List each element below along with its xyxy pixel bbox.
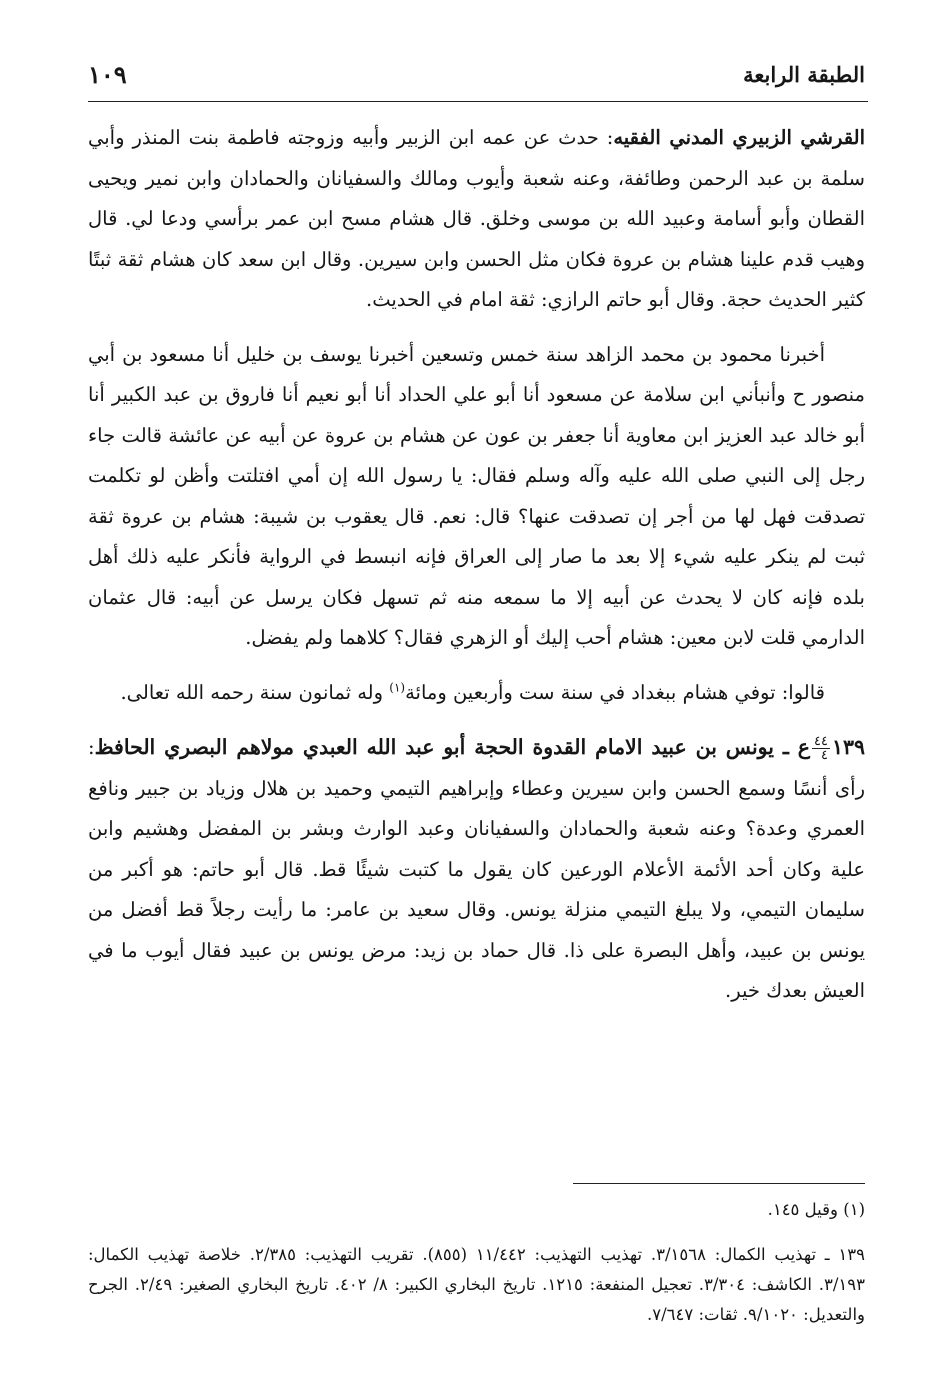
entry-fraction	[812, 735, 830, 762]
footnote-separator	[573, 1183, 865, 1184]
entry-yunus	[88, 727, 865, 1012]
fraction-numerator: ٤٤	[813, 734, 828, 749]
running-header	[88, 60, 865, 96]
header-rule	[88, 101, 868, 102]
fraction-denominator: ٤	[820, 748, 828, 763]
hadith-text: أخبرنا محمود بن محمد الزاهد سنة خمس وتسعين أخبرنا يوسف بن خليل أنا مسعود بن أبي منصور ح وأنبأني ابن سلامة عن مسعود أنا أبو علي الحداد أنا أبو نعيم أنا فاروق بن عبد الكبير أنا أبو خالد عبد العزيز ابن معاوية أنا جعفر بن عون عن هشام بن عروة عن أبيه عن عائشة قالت جاء رجل إلى النبي صلى الله عليه وآله وسلم فقال: يا رسول الله إن أمي افتلتت وأظن لو تكلمت تصدقت فهل لها من أجر إن تصدقت عنها؟ قال: نعم. قال يعقوب بن شيبة: هشام بن عروة ثقة ثبت لم ينكر عليه شيء إلا بعد ما صار إلى العراق فإنه انبسط في الرواية فأنكر عليه ذلك أهل بلده فإنه كان لا يحدث عن أبيه إلا ما سمعه منه ثم تسهل فكان يرسل عن أبيه: قال عثمان الدارمي قلت لابن معين: هشام أحب إليك أو الزهري فقال؟ كلاهما ولم يفضل.	[88, 342, 865, 649]
footnote-1: (١) وقيل ١٤٥.	[767, 1200, 865, 1219]
paragraph-hisham-bio	[88, 118, 865, 321]
main-text	[88, 118, 865, 1012]
bio-bold-lead: القرشي الزبيري المدني الفقيه	[613, 126, 865, 149]
paragraph-hadith-chain	[88, 335, 865, 659]
death-text-b: وله ثمانون سنة رحمه الله تعالى.	[120, 680, 390, 704]
entry-heading: ع ـ يونس بن عبيد الامام القدوة الحجة أبو عبد الله العبدي مولاهم البصري الحافظ	[94, 735, 810, 759]
entry-text: : رأى أنسًا وسمع الحسن وابن سيرين وعطاء وإبراهيم التيمي وحميد بن هلال وزياد بن جبير ونافع العمري وعدة؟ وعنه شعبة والحمادان والسفيانان وعبد الوارث وبشر بن المفضل وهشيم وابن علية وكان أحد الأئمة الأعلام الورعين كان يقول ما كتبت شيئًا قط. قال أبو حاتم: هو أكبر من سليمان التيمي، ولا يبلغ التيمي منزلة يونس. وقال سعيد بن عامر: ما رأيت رجلاً قط أفضل من يونس بن عبيد، وأهل البصرة على ذا. قال حماد بن زيد: مرض يونس بن عبيد فقال أيوب ما في العيش بعدك خير.	[88, 736, 865, 1002]
entry-number: ١٣٩	[831, 735, 865, 759]
bio-text: : حدث عن عمه ابن الزبير وأبيه وزوجته فاطمة بنت المنذر وأبي سلمة بن عبد الرحمن وطائفة، وعنه شعبة وأيوب ومالك والسفيانان والحمادان وابن نمير ويحيى القطان وأبو أسامة وعبيد الله بن موسى وخلق. قال هشام مسح ابن عمر برأسي ودعا لي. قال وهيب قدم علينا هشام بن عروة فكان مثل الحسن وابن سيرين. وقال ابن سعد كان هشام ثقة ثبتًا كثير الحديث حجة. وقال أبو حاتم الرازي: ثقة امام في الحديث.	[88, 126, 865, 311]
footnote-ref-1[interactable]: (١)	[389, 680, 406, 694]
chapter-title: الطبقة الرابعة	[743, 62, 865, 87]
paragraph-death	[88, 673, 865, 714]
references-footnote: ١٣٩ ـ تهذيب الكمال: ٣/١٥٦٨. تهذيب التهذيب: ١١/٤٤٢ (٨٥٥). تقريب التهذيب: ٢/٣٨٥. خلاصة تهذيب الكمال: ٣/١٩٣. الكاشف: ٣/٣٠٤. تعجيل المنفعة: ١٢١٥. تاريخ البخاري الكبير: ٨/ ٤٠٢. تاريخ البخاري الصغير: ٢/٤٩. الجرح والتعديل: ٩/١٠٢٠. ثقات: ٧/٦٤٧.	[88, 1245, 866, 1324]
page-number: ١٠٩	[88, 60, 127, 89]
death-text-a: قالوا: توفي هشام ببغداد في سنة ست وأربعين ومائة	[405, 680, 825, 704]
